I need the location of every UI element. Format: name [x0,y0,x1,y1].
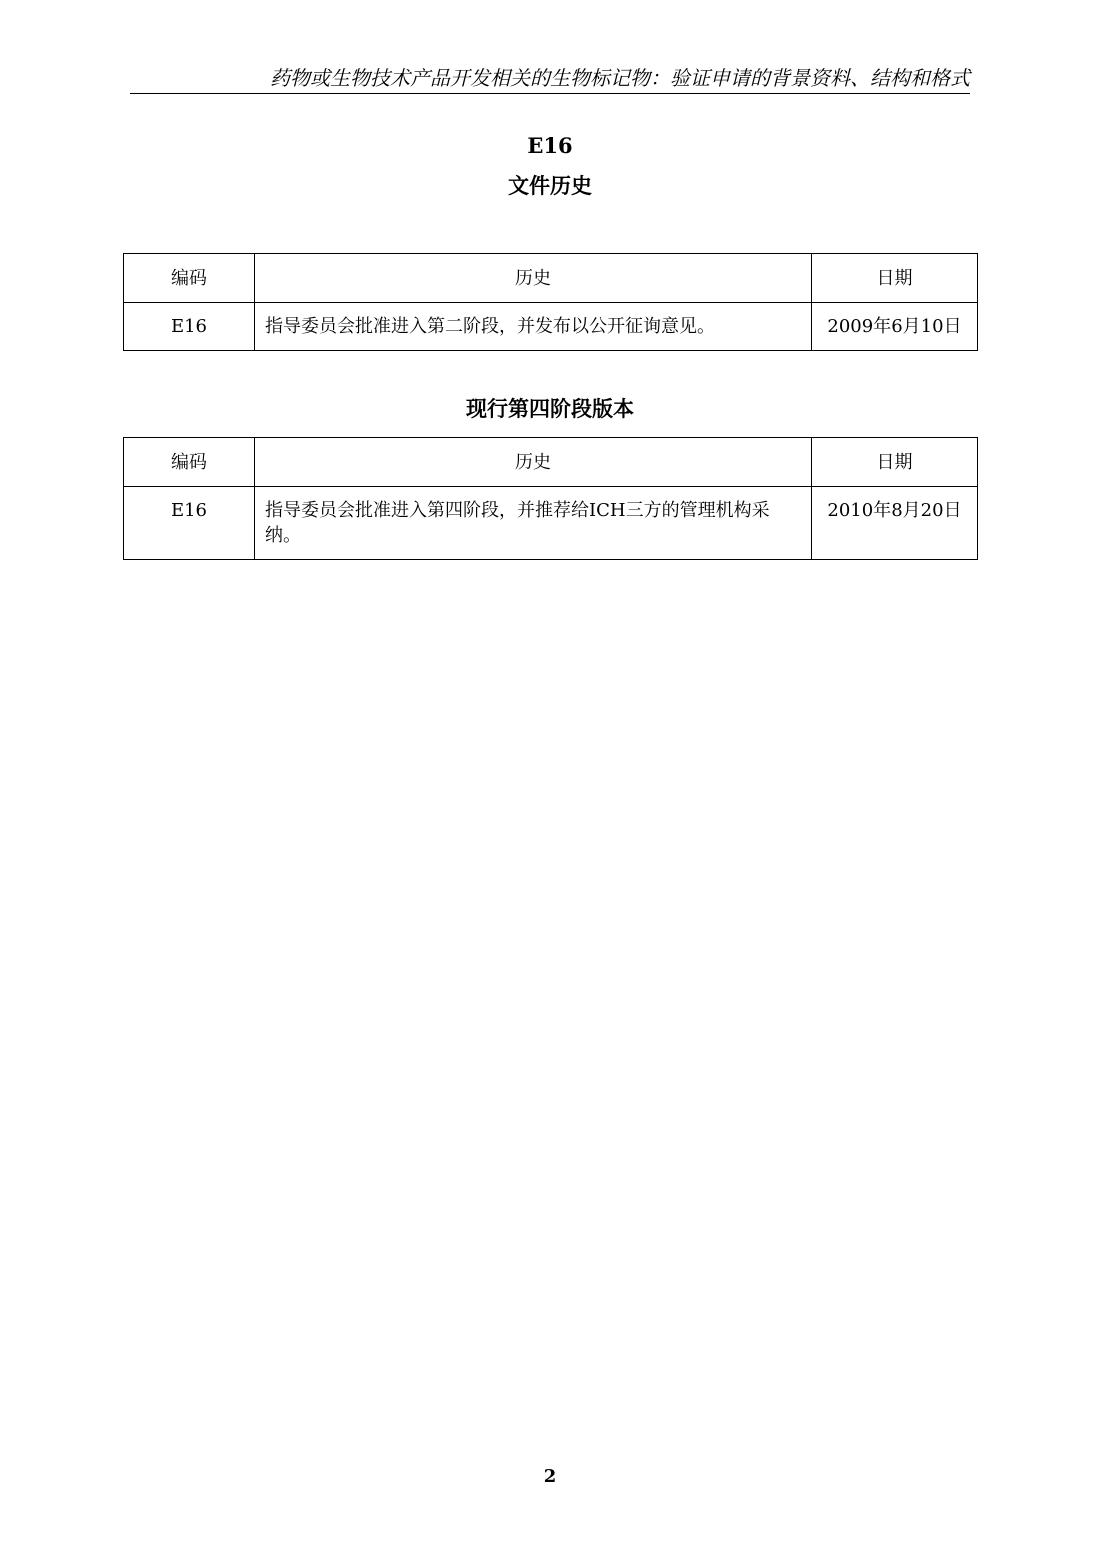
document-history-title: 文件历史 [508,173,592,198]
table-header-row [124,438,978,487]
header-rule [130,93,970,94]
cell-history: 指导委员会批准进入第四阶段，并推荐给ICH三方的管理机构采纳。 [255,487,812,560]
cell-code: E16 [124,487,255,560]
header-code: 编码 [124,254,255,303]
document-code-title: E16 [527,133,573,158]
cell-code: E16 [124,303,255,351]
cell-date: 2010年8月20日 [812,487,978,560]
table-row [124,487,978,560]
history-table [123,253,978,351]
cell-date: 2009年6月10日 [812,303,978,351]
header-code: 编码 [124,438,255,487]
current-version-table [123,437,978,560]
page-number: 2 [543,1466,557,1487]
header-history: 历史 [255,254,812,303]
header-date: 日期 [812,438,978,487]
running-header: 药物或生物技术产品开发相关的生物标记物：验证申请的背景资料、结构和格式 [270,66,970,90]
table-header-row [124,254,978,303]
current-version-title: 现行第四阶段版本 [466,396,634,421]
header-date: 日期 [812,254,978,303]
header-history: 历史 [255,438,812,487]
table-row [124,303,978,351]
cell-history: 指导委员会批准进入第二阶段，并发布以公开征询意见。 [255,303,812,351]
